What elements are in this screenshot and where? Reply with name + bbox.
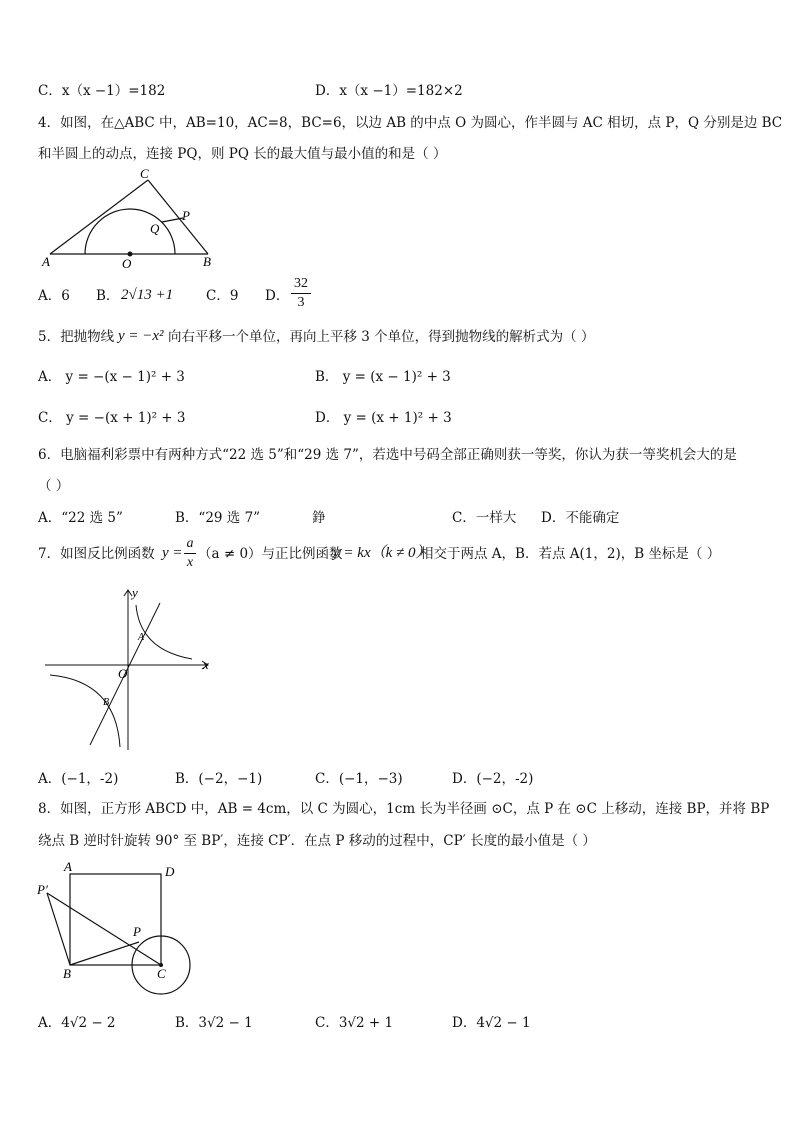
q7-label-o: O	[118, 666, 128, 681]
q8-option-b: B．3√2 − 1	[175, 1015, 253, 1031]
q7-stem-suffix: 相交于两点 A，B．若点 A(1，2)，B 坐标是（ ）	[420, 546, 721, 562]
q8-label-b: B	[63, 966, 71, 981]
q4-triangle-figure	[40, 165, 230, 270]
q3-option-d: D．x（x −1）=182×2	[315, 83, 463, 99]
q5-option-d: D． y = (x + 1)² + 3	[315, 410, 452, 426]
q7-stem-prefix: 7．如图反比例函数	[38, 546, 155, 562]
q7-option-c: C．(−1，−3)	[315, 771, 403, 787]
q4-stem-line1: 4．如图，在△ABC 中，AB=10，AC=8，BC=6，以边 AB 的中点 O 为圆心，作半圆与 AC 相切，点 P，Q 分别是边 BC	[38, 115, 783, 131]
q8-label-d: D	[165, 864, 175, 879]
q4-label-q: Q	[150, 221, 160, 236]
q5-stem-suffix: 向右平移一个单位，再向上平移 3 个单位，得到抛物线的解析式为（ ）	[168, 329, 595, 345]
q7-fraction-a-over-x	[184, 536, 196, 571]
q6-option-d: D．不能确定	[541, 510, 620, 526]
q4-option-d-numerator: 32	[294, 276, 308, 291]
q7-label-y: y	[132, 585, 138, 600]
q4-stem-line2: 和半圆上的动点，连接 PQ，则 PQ 长的最大值与最小值的和是（ ）	[38, 146, 447, 162]
q4-option-d-denominator: 3	[297, 295, 305, 310]
q6-option-c: C．一样大	[452, 510, 517, 526]
q5-stem-expression: y = −x²	[118, 328, 164, 344]
q7-option-b: B．(−2，−1)	[175, 771, 263, 787]
q7-condition-a: （a ≠ 0）与正比例函数	[198, 546, 343, 562]
q7-graph-figure	[40, 585, 220, 755]
q5-option-c: C． y = −(x + 1)² + 3	[38, 410, 186, 426]
q4-option-b-prefix: B．	[96, 288, 120, 304]
q4-option-a: A．6	[38, 288, 70, 304]
q4-option-c: C．9	[206, 288, 239, 304]
q7-label-x: x	[203, 657, 209, 672]
q8-option-a: A．4√2 − 2	[38, 1015, 116, 1031]
q8-label-c: C	[157, 966, 166, 981]
q7-label-b: B	[103, 697, 110, 708]
q3-option-c: C．x（x −1）=182	[38, 83, 166, 99]
fraction-bar	[291, 293, 311, 294]
q7-fraction-denominator: x	[186, 555, 194, 570]
q4-label-p: P	[182, 208, 190, 223]
q6-stray-char: 錚	[312, 510, 326, 526]
q5-option-a: A． y = −(x − 1)² + 3	[38, 369, 185, 385]
q4-option-d-prefix: D．	[265, 288, 290, 304]
q6-option-b: B．“29 选 7”	[175, 510, 261, 526]
q8-label-p: P	[133, 924, 141, 939]
q7-fraction-numerator: a	[186, 536, 194, 551]
fraction-bar	[184, 553, 196, 554]
q4-option-b-expr: 2√13 +1	[121, 287, 174, 303]
q4-label-o: O	[122, 256, 132, 271]
q8-label-p-prime: P′	[37, 882, 48, 897]
q8-option-d: D．4√2 − 1	[452, 1015, 531, 1031]
q8-label-a: A	[64, 859, 72, 874]
q8-square-figure	[35, 860, 205, 1000]
q5-option-b: B． y = (x − 1)² + 3	[315, 369, 451, 385]
q6-stem-line2: （ ）	[38, 478, 70, 494]
q8-stem-line2: 绕点 B 逆时针旋转 90° 至 BP′，连接 CP′．在点 P 移动的过程中，CP′ 长度的最小值是（ ）	[38, 833, 596, 849]
q4-label-a: A	[42, 254, 50, 269]
q7-option-a: A．(−1，-2)	[38, 771, 119, 787]
q6-option-a: A．“22 选 5”	[38, 510, 123, 526]
q6-stem-line1: 6．电脑福利彩票中有两种方式“22 选 5”和“29 选 7”，若选中号码全部正确则获一等奖，你认为获一等奖机会大的是	[38, 447, 737, 463]
q8-option-c: C．3√2 + 1	[315, 1015, 394, 1031]
q5-stem-prefix: 5．把抛物线	[38, 329, 115, 345]
q4-label-c: C	[140, 166, 149, 181]
q4-option-d-fraction	[291, 276, 311, 311]
q7-linear-expression: y = kx（k ≠ 0）	[333, 545, 431, 561]
q7-y-equals: y =	[162, 545, 183, 561]
q8-stem-line1: 8．如图，正方形 ABCD 中，AB = 4cm，以 C 为圆心，1cm 长为半径画 ⊙C，点 P 在 ⊙C 上移动，连接 BP，并将 BP	[38, 801, 770, 817]
q7-option-d: D．(−2，-2)	[452, 771, 534, 787]
q7-label-a: A	[138, 632, 145, 643]
q4-label-b: B	[203, 254, 211, 269]
